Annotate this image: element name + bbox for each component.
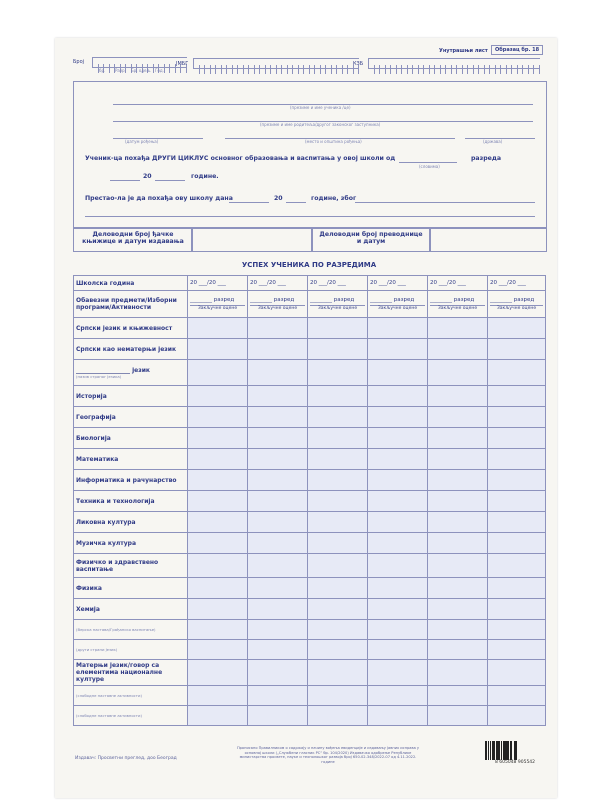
subject-name-cell <box>74 512 188 533</box>
booklet-record-label: Деловодни број ђачке књижице и датум издавања <box>82 231 184 245</box>
stopped-year-line[interactable] <box>286 202 306 203</box>
stopped-reason-line-2[interactable] <box>85 216 535 217</box>
grade-cell[interactable] <box>248 318 308 339</box>
grade-cell[interactable] <box>368 620 428 640</box>
grade-cell[interactable] <box>188 360 248 386</box>
subject-name-cell <box>74 318 188 339</box>
grade-cell[interactable] <box>428 554 488 578</box>
grade-cell[interactable] <box>188 620 248 640</box>
grade-cell[interactable] <box>308 660 368 686</box>
grade-header-row <box>74 291 546 318</box>
table-title: УСПЕХ УЧЕНИКА ПО РАЗРЕДИМА <box>241 261 377 269</box>
student-name-caption: (презиме и име ученика /це) <box>290 105 351 110</box>
subject-name-cell <box>74 706 188 726</box>
subject-name-cell <box>74 533 188 554</box>
grade-cell[interactable] <box>428 706 488 726</box>
grade-cell[interactable] <box>248 533 308 554</box>
grade-cell[interactable] <box>248 407 308 428</box>
final-grades-label: Закључне оцене <box>190 305 245 311</box>
year-cell[interactable]: 20 ___/20 ___ <box>368 276 428 291</box>
stopped-statement: Престао-ла је да похађа ову школу дана <box>85 195 233 202</box>
grade-cell[interactable] <box>428 360 488 386</box>
subject-name: Хемија <box>76 605 100 613</box>
grade-cell[interactable] <box>248 360 308 386</box>
grade-cell[interactable] <box>188 706 248 726</box>
subject-name-cell <box>74 660 188 686</box>
grade-cell[interactable] <box>488 599 546 620</box>
year-cell[interactable]: 20 ___/20 ___ <box>248 276 308 291</box>
grade-cell[interactable] <box>308 386 368 407</box>
grade-cell[interactable] <box>488 470 546 491</box>
subject-row <box>74 339 546 360</box>
subject-row <box>74 660 546 686</box>
subject-name-cell <box>74 428 188 449</box>
grade-cell[interactable] <box>248 706 308 726</box>
grade-cell[interactable] <box>488 533 546 554</box>
grade-cell[interactable] <box>248 449 308 470</box>
grade-cell[interactable] <box>188 533 248 554</box>
grade-cell[interactable] <box>428 428 488 449</box>
grade-cell[interactable] <box>428 339 488 360</box>
transfer-record-label: Деловодни број преводнице и датум <box>319 231 423 245</box>
grade-cell[interactable] <box>488 491 546 512</box>
grade-cell[interactable] <box>428 386 488 407</box>
grade-cell[interactable] <box>308 491 368 512</box>
grade-cell[interactable] <box>368 407 428 428</box>
cycle-godine: године. <box>191 173 219 180</box>
kzb-boxes[interactable] <box>368 58 540 69</box>
broj-sub-1: бр. <box>99 68 106 73</box>
year-cell[interactable]: 20 ___/20 ___ <box>308 276 368 291</box>
grade-cell[interactable] <box>368 660 428 686</box>
grade-cell[interactable] <box>488 318 546 339</box>
subject-name-cell <box>74 620 188 640</box>
subject-name-cell <box>74 386 188 407</box>
jmbg-boxes[interactable] <box>193 58 359 69</box>
subject-row <box>74 428 546 449</box>
subject-row <box>74 686 546 706</box>
barcode-bar <box>517 741 518 760</box>
razred-label[interactable]: ________ разред <box>430 297 475 303</box>
subjects-header: Обавезни предмети/Изборни програми/Активности <box>74 291 188 318</box>
broj-sub-4: Год. <box>155 68 164 73</box>
grade-header-cell <box>428 291 488 318</box>
cycle-year-prefix: 20 <box>143 173 152 180</box>
grade-cell[interactable] <box>248 554 308 578</box>
grade-cell[interactable] <box>248 491 308 512</box>
subject-row <box>74 533 546 554</box>
grade-cell[interactable] <box>308 339 368 360</box>
grade-cell[interactable] <box>188 491 248 512</box>
grade-cell[interactable] <box>248 512 308 533</box>
subject-caption: (Верска настава/Грађанско васпитање) <box>76 627 156 632</box>
birth-country-caption: (држава) <box>483 139 503 144</box>
grade-cell[interactable] <box>308 640 368 660</box>
subject-name: Физика <box>76 584 102 592</box>
grade-cell[interactable] <box>368 599 428 620</box>
grade-cell[interactable] <box>248 660 308 686</box>
inner-sheet-label: Унутрашњи лист <box>439 48 488 54</box>
grade-cell[interactable] <box>488 706 546 726</box>
barcode <box>485 741 545 767</box>
grade-cell[interactable] <box>428 599 488 620</box>
grade-cell[interactable] <box>188 640 248 660</box>
grade-cell[interactable] <box>488 554 546 578</box>
subject-name-cell <box>74 578 188 599</box>
subject-name: Географија <box>76 413 116 421</box>
kzb-label: КЗБ <box>353 61 364 67</box>
grade-header-cell <box>248 291 308 318</box>
subject-row <box>74 620 546 640</box>
grade-cell[interactable] <box>488 449 546 470</box>
subject-name-cell <box>74 599 188 620</box>
grade-cell[interactable] <box>368 386 428 407</box>
jmbg-label: ЈМБГ <box>176 61 189 67</box>
final-grades-label: Закључне оцене <box>430 305 485 311</box>
grade-cell[interactable] <box>308 686 368 706</box>
year-cell[interactable]: 20 ___/20 ___ <box>188 276 248 291</box>
grade-cell[interactable] <box>308 512 368 533</box>
stopped-year-prefix: 20 <box>274 195 283 202</box>
subject-name: Српски језик и књижевност <box>76 324 173 332</box>
grade-cell[interactable] <box>248 578 308 599</box>
grade-cell[interactable] <box>428 686 488 706</box>
grade-cell[interactable] <box>308 706 368 726</box>
grade-cell[interactable] <box>248 599 308 620</box>
school-year-row <box>74 276 546 291</box>
form-sheet <box>55 38 557 798</box>
grade-cell[interactable] <box>488 620 546 640</box>
grade-cell[interactable] <box>188 386 248 407</box>
school-year-label: Школска година <box>74 276 188 291</box>
publisher-label: Издавач: Просветни преглед, доо Београд <box>75 756 177 761</box>
grade-cell[interactable] <box>248 640 308 660</box>
birth-place-caption: (место и општина рођења) <box>305 139 362 144</box>
form-number-badge: Образац бр. 18 <box>491 45 543 55</box>
subject-name-cell <box>74 686 188 706</box>
grade-cell[interactable] <box>188 339 248 360</box>
stopped-reason-line[interactable] <box>355 202 535 203</box>
broj-sub-3: Бр. одељ. <box>131 68 152 73</box>
broj-boxes[interactable] <box>92 57 187 68</box>
cycle-grade-caption: (слoвима) <box>419 164 440 169</box>
grade-cell[interactable] <box>188 470 248 491</box>
grade-cell[interactable] <box>188 686 248 706</box>
grade-cell[interactable] <box>308 449 368 470</box>
grade-cell[interactable] <box>308 599 368 620</box>
subject-name: Историја <box>76 392 107 400</box>
parent-name-caption: (презиме и име родитеља/другог законског заступника) <box>260 122 381 127</box>
grade-cell[interactable] <box>428 640 488 660</box>
grades-table <box>73 275 546 726</box>
birth-date-caption: (датум рођења) <box>125 139 159 144</box>
grade-cell[interactable] <box>368 449 428 470</box>
grade-cell[interactable] <box>248 620 308 640</box>
stopped-date-line[interactable] <box>229 202 269 203</box>
broj-label: Број <box>73 59 85 65</box>
subject-row <box>74 318 546 339</box>
grade-cell[interactable] <box>428 407 488 428</box>
grade-cell[interactable] <box>488 578 546 599</box>
transfer-record-field[interactable] <box>429 228 547 252</box>
grade-cell[interactable] <box>488 660 546 686</box>
grade-cell[interactable] <box>488 686 546 706</box>
razred-label[interactable]: ________ разред <box>370 297 415 303</box>
grade-cell[interactable] <box>308 554 368 578</box>
grade-cell[interactable] <box>248 339 308 360</box>
razred-label[interactable]: ________ разред <box>190 297 235 303</box>
subject-row <box>74 386 546 407</box>
year-cell[interactable]: 20 ___/20 ___ <box>488 276 546 291</box>
grade-cell[interactable] <box>368 706 428 726</box>
final-grades-label: Закључне оцене <box>370 305 425 311</box>
grade-cell[interactable] <box>368 428 428 449</box>
subject-row <box>74 578 546 599</box>
grade-cell[interactable] <box>428 318 488 339</box>
subject-row <box>74 706 546 726</box>
subject-caption: (други страни језик) <box>76 647 118 652</box>
grade-cell[interactable] <box>308 620 368 640</box>
subject-name: Математика <box>76 455 119 463</box>
subject-name: __________________ језик <box>76 366 150 374</box>
grade-cell[interactable] <box>428 449 488 470</box>
final-grades-label: Закључне оцене <box>250 305 305 311</box>
grade-cell[interactable] <box>188 599 248 620</box>
subject-name-cell <box>74 491 188 512</box>
grade-cell[interactable] <box>428 660 488 686</box>
subject-name-cell <box>74 640 188 660</box>
grade-cell[interactable] <box>188 512 248 533</box>
subject-row <box>74 360 546 386</box>
subject-name: Техника и технологија <box>76 497 155 505</box>
barcode-number: 8 605048 905542 <box>494 760 536 765</box>
grade-cell[interactable] <box>368 470 428 491</box>
grade-cell[interactable] <box>308 533 368 554</box>
final-grades-label: Закључне оцене <box>490 305 543 311</box>
grade-cell[interactable] <box>488 512 546 533</box>
subject-name-cell <box>74 360 188 386</box>
grade-cell[interactable] <box>428 620 488 640</box>
subject-name: Информатика и рачунарство <box>76 476 177 484</box>
razreda-label: разреда <box>471 155 501 162</box>
grade-cell[interactable] <box>488 339 546 360</box>
grade-cell[interactable] <box>248 686 308 706</box>
legal-notice: Прописано Правилником о садржају и начину вођења евиденције и издавању јавних исправа у основној школи („Службени гласник РС“ бр. 104/2020) Издавачко одобрење Републике министарства просвете, науке и технолошког развоја број 650-02-348/2022-07 од 4.11.2022. године <box>236 746 420 764</box>
subject-name-cell <box>74 339 188 360</box>
grade-cell[interactable] <box>488 640 546 660</box>
grade-cell[interactable] <box>368 318 428 339</box>
subject-name: Музичка култура <box>76 539 137 547</box>
subject-caption: (слободне наставне активности) <box>76 693 142 698</box>
grade-cell[interactable] <box>308 318 368 339</box>
grade-cell[interactable] <box>428 512 488 533</box>
final-grades-label: Закључне оцене <box>310 305 365 311</box>
subject-row <box>74 407 546 428</box>
grade-cell[interactable] <box>188 407 248 428</box>
grade-cell[interactable] <box>308 470 368 491</box>
grade-cell[interactable] <box>308 578 368 599</box>
grade-cell[interactable] <box>188 318 248 339</box>
grade-cell[interactable] <box>188 428 248 449</box>
cycle-grade-line[interactable] <box>399 162 457 163</box>
grade-cell[interactable] <box>248 470 308 491</box>
grade-cell[interactable] <box>308 428 368 449</box>
subject-name: Ликовна култура <box>76 518 136 526</box>
grade-cell[interactable] <box>308 360 368 386</box>
grade-cell[interactable] <box>368 360 428 386</box>
subject-name-cell <box>74 554 188 578</box>
cycle-year-line[interactable] <box>155 180 185 181</box>
grade-cell[interactable] <box>188 578 248 599</box>
subject-name: Физичко и здравствено васпитање <box>76 558 159 573</box>
grade-header-cell <box>488 291 546 318</box>
grade-header-cell <box>188 291 248 318</box>
grade-cell[interactable] <box>428 470 488 491</box>
grade-cell[interactable] <box>488 386 546 407</box>
cycle-start-prefix-line[interactable] <box>110 180 140 181</box>
subject-name: Биологија <box>76 434 111 442</box>
subject-row <box>74 491 546 512</box>
grade-cell[interactable] <box>368 339 428 360</box>
subject-caption: (назив страног језика) <box>76 373 122 379</box>
grade-cell[interactable] <box>308 407 368 428</box>
subject-row <box>74 470 546 491</box>
razred-label[interactable]: ________ разред <box>310 297 355 303</box>
grade-cell[interactable] <box>368 686 428 706</box>
grade-cell[interactable] <box>428 491 488 512</box>
subject-row <box>74 599 546 620</box>
grade-cell[interactable] <box>368 491 428 512</box>
grade-cell[interactable] <box>488 360 546 386</box>
grade-cell[interactable] <box>188 449 248 470</box>
subject-caption: (слободне наставне активности) <box>76 713 142 718</box>
grade-cell[interactable] <box>368 533 428 554</box>
grade-cell[interactable] <box>248 386 308 407</box>
grade-header-cell <box>368 291 428 318</box>
subject-row <box>74 512 546 533</box>
subject-name-cell <box>74 407 188 428</box>
grade-cell[interactable] <box>248 428 308 449</box>
razred-label[interactable]: ________ разред <box>250 297 295 303</box>
subject-name: Матерњи језик/говор са елементима националне културе <box>76 662 163 683</box>
grade-header-cell <box>308 291 368 318</box>
razred-label[interactable]: ________ разред <box>490 297 535 303</box>
broj-sub-2: Разр. <box>115 68 126 73</box>
subject-name-cell <box>74 449 188 470</box>
grade-cell[interactable] <box>488 407 546 428</box>
stopped-godine: године, због <box>311 195 357 202</box>
grade-cell[interactable] <box>428 578 488 599</box>
subject-row <box>74 640 546 660</box>
grade-cell[interactable] <box>488 428 546 449</box>
subject-row <box>74 554 546 578</box>
booklet-record-field[interactable] <box>191 228 313 252</box>
grade-cell[interactable] <box>188 554 248 578</box>
cycle-statement: Ученик-ца похађа ДРУГИ ЦИКЛУС основног образовања и васпитања у овој школи од <box>85 155 396 162</box>
grade-cell[interactable] <box>368 512 428 533</box>
grade-cell[interactable] <box>368 578 428 599</box>
grade-cell[interactable] <box>188 660 248 686</box>
grade-cell[interactable] <box>428 533 488 554</box>
year-cell[interactable]: 20 ___/20 ___ <box>428 276 488 291</box>
grade-cell[interactable] <box>368 554 428 578</box>
grade-cell[interactable] <box>368 640 428 660</box>
subject-row <box>74 449 546 470</box>
subject-name-cell <box>74 470 188 491</box>
subject-name: Српски као нематерњи језик <box>76 345 177 353</box>
